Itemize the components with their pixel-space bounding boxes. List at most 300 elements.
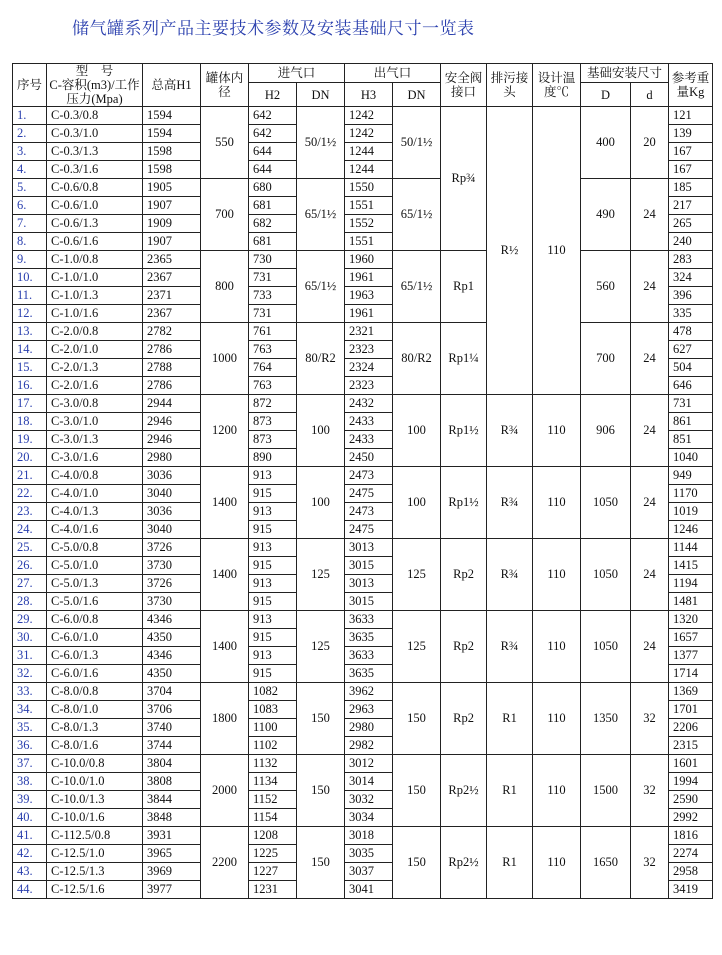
weight-cell: 1714 <box>669 665 713 683</box>
h2-cell: 913 <box>249 647 297 665</box>
inner-diameter-cell: 800 <box>201 251 249 323</box>
row-index: 37. <box>13 755 47 773</box>
h2-cell: 642 <box>249 125 297 143</box>
inner-diameter-cell: 1800 <box>201 683 249 755</box>
outlet-dn-cell: 65/1½ <box>393 251 441 323</box>
h3-cell: 2473 <box>345 467 393 485</box>
foundation-small-d-cell: 24 <box>631 179 669 251</box>
h3-cell: 3633 <box>345 611 393 629</box>
h2-cell: 731 <box>249 269 297 287</box>
weight-cell: 1377 <box>669 647 713 665</box>
h2-cell: 913 <box>249 467 297 485</box>
row-index: 11. <box>13 287 47 305</box>
model-cell: C-2.0/1.0 <box>47 341 143 359</box>
model-cell: C-0.6/1.3 <box>47 215 143 233</box>
header-d-small: d <box>631 83 669 107</box>
weight-cell: 1415 <box>669 557 713 575</box>
model-cell: C-0.6/0.8 <box>47 179 143 197</box>
weight-cell: 139 <box>669 125 713 143</box>
row-index: 18. <box>13 413 47 431</box>
row-index: 17. <box>13 395 47 413</box>
drain-cell: R1 <box>487 755 533 827</box>
model-cell: C-10.0/1.6 <box>47 809 143 827</box>
weight-cell: 478 <box>669 323 713 341</box>
h2-cell: 730 <box>249 251 297 269</box>
header-design-temp: 设计温度℃ <box>533 64 581 107</box>
h2-cell: 1083 <box>249 701 297 719</box>
header-outlet: 出气口 <box>345 64 441 83</box>
weight-cell: 1320 <box>669 611 713 629</box>
h2-cell: 642 <box>249 107 297 125</box>
inner-diameter-cell: 700 <box>201 179 249 251</box>
weight-cell: 167 <box>669 161 713 179</box>
drain-cell: R½ <box>487 107 533 395</box>
inner-diameter-cell: 1200 <box>201 395 249 467</box>
outlet-dn-cell: 100 <box>393 467 441 539</box>
outlet-dn-cell: 50/1½ <box>393 107 441 179</box>
safety-valve-cell: Rp1½ <box>441 467 487 539</box>
weight-cell: 283 <box>669 251 713 269</box>
weight-cell: 265 <box>669 215 713 233</box>
row-index: 36. <box>13 737 47 755</box>
h3-cell: 2982 <box>345 737 393 755</box>
h2-cell: 644 <box>249 161 297 179</box>
inner-diameter-cell: 1400 <box>201 467 249 539</box>
total-height-cell: 2786 <box>143 377 201 395</box>
design-temp-cell: 110 <box>533 683 581 755</box>
total-height-cell: 2367 <box>143 305 201 323</box>
model-cell: C-2.0/1.6 <box>47 377 143 395</box>
row-index: 15. <box>13 359 47 377</box>
foundation-d-cell: 1050 <box>581 539 631 611</box>
foundation-d-cell: 1050 <box>581 467 631 539</box>
h2-cell: 680 <box>249 179 297 197</box>
model-cell: C-12.5/1.6 <box>47 881 143 899</box>
inlet-dn-cell: 100 <box>297 395 345 467</box>
inlet-dn-cell: 65/1½ <box>297 251 345 323</box>
foundation-small-d-cell: 24 <box>631 323 669 395</box>
row-index: 42. <box>13 845 47 863</box>
h2-cell: 733 <box>249 287 297 305</box>
foundation-d-cell: 700 <box>581 323 631 395</box>
total-height-cell: 3726 <box>143 575 201 593</box>
table-body <box>13 107 713 899</box>
weight-cell: 2274 <box>669 845 713 863</box>
inner-diameter-cell: 2000 <box>201 755 249 827</box>
weight-cell: 1194 <box>669 575 713 593</box>
table-row <box>13 539 713 557</box>
h3-cell: 2963 <box>345 701 393 719</box>
h2-cell: 873 <box>249 413 297 431</box>
weight-cell: 2206 <box>669 719 713 737</box>
total-height-cell: 3977 <box>143 881 201 899</box>
weight-cell: 1019 <box>669 503 713 521</box>
h2-cell: 763 <box>249 341 297 359</box>
h2-cell: 1231 <box>249 881 297 899</box>
weight-cell: 1816 <box>669 827 713 845</box>
total-height-cell: 3740 <box>143 719 201 737</box>
table-row <box>13 467 713 485</box>
foundation-small-d-cell: 24 <box>631 611 669 683</box>
foundation-d-cell: 1050 <box>581 611 631 683</box>
inlet-dn-cell: 125 <box>297 539 345 611</box>
model-cell: C-0.6/1.6 <box>47 233 143 251</box>
weight-cell: 167 <box>669 143 713 161</box>
model-cell: C-3.0/1.3 <box>47 431 143 449</box>
total-height-cell: 2367 <box>143 269 201 287</box>
model-cell: C-6.0/0.8 <box>47 611 143 629</box>
h2-cell: 764 <box>249 359 297 377</box>
total-height-cell: 1907 <box>143 197 201 215</box>
inlet-dn-cell: 125 <box>297 611 345 683</box>
drain-cell: R¾ <box>487 611 533 683</box>
h3-cell: 2321 <box>345 323 393 341</box>
total-height-cell: 3040 <box>143 521 201 539</box>
row-index: 22. <box>13 485 47 503</box>
header-seq: 序号 <box>13 64 47 107</box>
h2-cell: 890 <box>249 449 297 467</box>
inlet-dn-cell: 80/R2 <box>297 323 345 395</box>
inlet-dn-cell: 100 <box>297 467 345 539</box>
h3-cell: 1242 <box>345 125 393 143</box>
h3-cell: 3032 <box>345 791 393 809</box>
model-cell: C-0.3/0.8 <box>47 107 143 125</box>
weight-cell: 627 <box>669 341 713 359</box>
total-height-cell: 3036 <box>143 467 201 485</box>
drain-cell: R¾ <box>487 467 533 539</box>
total-height-cell: 3040 <box>143 485 201 503</box>
h3-cell: 3014 <box>345 773 393 791</box>
total-height-cell: 2946 <box>143 413 201 431</box>
page-title: 储气罐系列产品主要技术参数及安装基础尺寸一览表 <box>72 19 475 39</box>
total-height-cell: 3844 <box>143 791 201 809</box>
weight-cell: 240 <box>669 233 713 251</box>
row-index: 28. <box>13 593 47 611</box>
model-cell: C-4.0/1.3 <box>47 503 143 521</box>
row-index: 40. <box>13 809 47 827</box>
foundation-small-d-cell: 32 <box>631 827 669 899</box>
h3-cell: 1244 <box>345 161 393 179</box>
h2-cell: 1152 <box>249 791 297 809</box>
row-index: 26. <box>13 557 47 575</box>
row-index: 27. <box>13 575 47 593</box>
row-index: 29. <box>13 611 47 629</box>
row-index: 19. <box>13 431 47 449</box>
h2-cell: 913 <box>249 611 297 629</box>
safety-valve-cell: Rp2 <box>441 683 487 755</box>
header-safety-valve: 安全阀接口 <box>441 64 487 107</box>
table-row <box>13 611 713 629</box>
safety-valve-cell: Rp2 <box>441 539 487 611</box>
h3-cell: 3041 <box>345 881 393 899</box>
h3-cell: 1961 <box>345 305 393 323</box>
h2-cell: 1154 <box>249 809 297 827</box>
outlet-dn-cell: 100 <box>393 395 441 467</box>
foundation-d-cell: 560 <box>581 251 631 323</box>
row-index: 10. <box>13 269 47 287</box>
total-height-cell: 4350 <box>143 665 201 683</box>
weight-cell: 2958 <box>669 863 713 881</box>
h3-cell: 2473 <box>345 503 393 521</box>
h2-cell: 1102 <box>249 737 297 755</box>
outlet-dn-cell: 65/1½ <box>393 179 441 251</box>
h3-cell: 1242 <box>345 107 393 125</box>
row-index: 34. <box>13 701 47 719</box>
model-cell: C-1.0/1.0 <box>47 269 143 287</box>
design-temp-cell: 110 <box>533 611 581 683</box>
model-cell: C-1.0/1.3 <box>47 287 143 305</box>
model-cell: C-4.0/1.6 <box>47 521 143 539</box>
header-model-top: 型 号 <box>75 64 114 78</box>
weight-cell: 1246 <box>669 521 713 539</box>
model-cell: C-5.0/1.0 <box>47 557 143 575</box>
total-height-cell: 4346 <box>143 647 201 665</box>
model-cell: C-8.0/0.8 <box>47 683 143 701</box>
foundation-small-d-cell: 20 <box>631 107 669 179</box>
weight-cell: 731 <box>669 395 713 413</box>
h3-cell: 3012 <box>345 755 393 773</box>
total-height-cell: 3706 <box>143 701 201 719</box>
h3-cell: 2432 <box>345 395 393 413</box>
model-cell: C-112.5/0.8 <box>47 827 143 845</box>
foundation-d-cell: 1500 <box>581 755 631 827</box>
foundation-d-cell: 490 <box>581 179 631 251</box>
h2-cell: 913 <box>249 539 297 557</box>
h2-cell: 761 <box>249 323 297 341</box>
table-row <box>13 179 713 197</box>
total-height-cell: 3848 <box>143 809 201 827</box>
h3-cell: 2450 <box>345 449 393 467</box>
weight-cell: 2590 <box>669 791 713 809</box>
row-index: 24. <box>13 521 47 539</box>
total-height-cell: 2788 <box>143 359 201 377</box>
inner-diameter-cell: 1400 <box>201 611 249 683</box>
outlet-dn-cell: 150 <box>393 755 441 827</box>
row-index: 43. <box>13 863 47 881</box>
h2-cell: 1225 <box>249 845 297 863</box>
row-index: 20. <box>13 449 47 467</box>
model-cell: C-8.0/1.0 <box>47 701 143 719</box>
total-height-cell: 3804 <box>143 755 201 773</box>
h3-cell: 1963 <box>345 287 393 305</box>
spec-table <box>12 63 713 899</box>
weight-cell: 217 <box>669 197 713 215</box>
table-row <box>13 755 713 773</box>
h3-cell: 1551 <box>345 233 393 251</box>
total-height-cell: 1598 <box>143 143 201 161</box>
h3-cell: 1961 <box>345 269 393 287</box>
h2-cell: 915 <box>249 593 297 611</box>
total-height-cell: 2782 <box>143 323 201 341</box>
safety-valve-cell: Rp2½ <box>441 827 487 899</box>
h3-cell: 3034 <box>345 809 393 827</box>
total-height-cell: 1907 <box>143 233 201 251</box>
h3-cell: 2323 <box>345 377 393 395</box>
row-index: 32. <box>13 665 47 683</box>
table-row <box>13 107 713 125</box>
h3-cell: 3013 <box>345 575 393 593</box>
model-cell: C-8.0/1.6 <box>47 737 143 755</box>
header-h2: H2 <box>249 83 297 107</box>
table-row <box>13 683 713 701</box>
table-row <box>13 251 713 269</box>
row-index: 8. <box>13 233 47 251</box>
safety-valve-cell: Rp2½ <box>441 755 487 827</box>
row-index: 35. <box>13 719 47 737</box>
foundation-small-d-cell: 32 <box>631 755 669 827</box>
h2-cell: 913 <box>249 575 297 593</box>
model-cell: C-2.0/1.3 <box>47 359 143 377</box>
row-index: 39. <box>13 791 47 809</box>
h3-cell: 3035 <box>345 845 393 863</box>
total-height-cell: 3036 <box>143 503 201 521</box>
model-cell: C-10.0/1.0 <box>47 773 143 791</box>
model-cell: C-10.0/1.3 <box>47 791 143 809</box>
model-cell: C-2.0/0.8 <box>47 323 143 341</box>
row-index: 21. <box>13 467 47 485</box>
h2-cell: 1134 <box>249 773 297 791</box>
h3-cell: 2475 <box>345 485 393 503</box>
row-index: 33. <box>13 683 47 701</box>
total-height-cell: 2946 <box>143 431 201 449</box>
total-height-cell: 2371 <box>143 287 201 305</box>
h3-cell: 1960 <box>345 251 393 269</box>
model-cell: C-5.0/1.6 <box>47 593 143 611</box>
header-inlet: 进气口 <box>249 64 345 83</box>
inlet-dn-cell: 65/1½ <box>297 179 345 251</box>
h2-cell: 872 <box>249 395 297 413</box>
model-cell: C-8.0/1.3 <box>47 719 143 737</box>
weight-cell: 185 <box>669 179 713 197</box>
design-temp-cell: 110 <box>533 395 581 467</box>
model-cell: C-0.6/1.0 <box>47 197 143 215</box>
foundation-small-d-cell: 32 <box>631 683 669 755</box>
design-temp-cell: 110 <box>533 467 581 539</box>
model-cell: C-3.0/1.6 <box>47 449 143 467</box>
inner-diameter-cell: 550 <box>201 107 249 179</box>
weight-cell: 949 <box>669 467 713 485</box>
design-temp-cell: 110 <box>533 827 581 899</box>
row-index: 7. <box>13 215 47 233</box>
outlet-dn-cell: 125 <box>393 611 441 683</box>
h3-cell: 3018 <box>345 827 393 845</box>
header-weight: 参考重量Kg <box>669 64 713 107</box>
drain-cell: R1 <box>487 683 533 755</box>
row-index: 13. <box>13 323 47 341</box>
total-height-cell: 3808 <box>143 773 201 791</box>
row-index: 9. <box>13 251 47 269</box>
weight-cell: 121 <box>669 107 713 125</box>
weight-cell: 1481 <box>669 593 713 611</box>
h2-cell: 1132 <box>249 755 297 773</box>
table-row <box>13 395 713 413</box>
weight-cell: 1601 <box>669 755 713 773</box>
total-height-cell: 3704 <box>143 683 201 701</box>
total-height-cell: 3730 <box>143 557 201 575</box>
total-height-cell: 1594 <box>143 125 201 143</box>
outlet-dn-cell: 150 <box>393 683 441 755</box>
outlet-dn-cell: 150 <box>393 827 441 899</box>
total-height-cell: 2786 <box>143 341 201 359</box>
row-index: 2. <box>13 125 47 143</box>
total-height-cell: 1905 <box>143 179 201 197</box>
h2-cell: 913 <box>249 503 297 521</box>
total-height-cell: 2944 <box>143 395 201 413</box>
weight-cell: 851 <box>669 431 713 449</box>
row-index: 6. <box>13 197 47 215</box>
outlet-dn-cell: 125 <box>393 539 441 611</box>
h3-cell: 3015 <box>345 593 393 611</box>
row-index: 30. <box>13 629 47 647</box>
weight-cell: 2992 <box>669 809 713 827</box>
header-dn-outlet: DN <box>393 83 441 107</box>
h2-cell: 915 <box>249 557 297 575</box>
row-index: 25. <box>13 539 47 557</box>
h2-cell: 873 <box>249 431 297 449</box>
model-cell: C-1.0/0.8 <box>47 251 143 269</box>
total-height-cell: 3965 <box>143 845 201 863</box>
design-temp-cell: 110 <box>533 107 581 395</box>
row-index: 16. <box>13 377 47 395</box>
inlet-dn-cell: 150 <box>297 683 345 755</box>
total-height-cell: 3726 <box>143 539 201 557</box>
model-cell: C-6.0/1.3 <box>47 647 143 665</box>
weight-cell: 1994 <box>669 773 713 791</box>
row-index: 5. <box>13 179 47 197</box>
h3-cell: 1551 <box>345 197 393 215</box>
total-height-cell: 1598 <box>143 161 201 179</box>
h3-cell: 3037 <box>345 863 393 881</box>
model-cell: C-3.0/1.0 <box>47 413 143 431</box>
weight-cell: 324 <box>669 269 713 287</box>
row-index: 4. <box>13 161 47 179</box>
model-cell: C-12.5/1.0 <box>47 845 143 863</box>
model-cell: C-6.0/1.0 <box>47 629 143 647</box>
inner-diameter-cell: 2200 <box>201 827 249 899</box>
h2-cell: 681 <box>249 197 297 215</box>
weight-cell: 2315 <box>669 737 713 755</box>
h2-cell: 681 <box>249 233 297 251</box>
design-temp-cell: 110 <box>533 539 581 611</box>
inner-diameter-cell: 1400 <box>201 539 249 611</box>
header-foundation: 基础安装尺寸 <box>581 64 669 83</box>
total-height-cell: 1909 <box>143 215 201 233</box>
h3-cell: 2433 <box>345 431 393 449</box>
total-height-cell: 4346 <box>143 611 201 629</box>
header-model-sub: C-容积(m3)/工作压力(Mpa) <box>49 78 140 106</box>
h3-cell: 2980 <box>345 719 393 737</box>
row-index: 23. <box>13 503 47 521</box>
total-height-cell: 3730 <box>143 593 201 611</box>
model-cell: C-12.5/1.3 <box>47 863 143 881</box>
table-row <box>13 323 713 341</box>
header-drain: 排污接头 <box>487 64 533 107</box>
h3-cell: 3013 <box>345 539 393 557</box>
safety-valve-cell: Rp2 <box>441 611 487 683</box>
row-index: 41. <box>13 827 47 845</box>
h3-cell: 3633 <box>345 647 393 665</box>
total-height-cell: 4350 <box>143 629 201 647</box>
h2-cell: 915 <box>249 665 297 683</box>
safety-valve-cell: Rp1½ <box>441 395 487 467</box>
h3-cell: 3015 <box>345 557 393 575</box>
row-index: 44. <box>13 881 47 899</box>
h2-cell: 915 <box>249 485 297 503</box>
inner-diameter-cell: 1000 <box>201 323 249 395</box>
h3-cell: 2324 <box>345 359 393 377</box>
header-d-big: D <box>581 83 631 107</box>
foundation-d-cell: 1350 <box>581 683 631 755</box>
